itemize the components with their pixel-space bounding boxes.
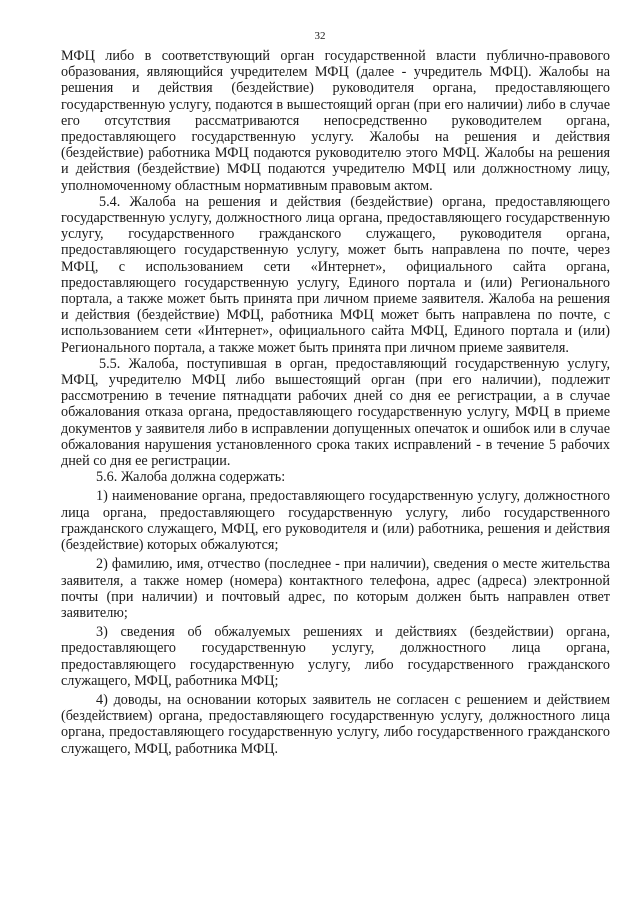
list-item-2: 2) фамилию, имя, отчество (последнее - при наличии), сведения о месте жительства заявителя, а также номер (номера) контактного телефона, адрес (адреса) электронной почты (при наличии) и почтовый адрес, по которым должен быть направлен ответ заявителю; bbox=[61, 556, 610, 621]
list-item-3: 3) сведения об обжалуемых решениях и действиях (бездействии) органа, предоставляющего государственную услугу, должностного лица органа, предоставляющего государственную услугу, либо государственного гражданского служащего, МФЦ, работника МФЦ; bbox=[61, 624, 610, 689]
list-item-1: 1) наименование органа, предоставляющего государственную услугу, должностного лица органа, предоставляющего государственную услугу, либо государственного гражданского служащего, МФЦ, его руководителя и (или) работника, решения и действия (бездействие) которых обжалуются; bbox=[61, 488, 610, 554]
list-item-4: 4) доводы, на основании которых заявитель не согласен с решением и действием (бездействием) органа, предоставляющего государственную услугу, должностного лица органа, предоставляющего государственную услугу, либо государственного гражданского служащего, МФЦ, работника МФЦ. bbox=[61, 691, 610, 757]
page-number: 32 bbox=[314, 30, 326, 42]
paragraph-5-6: 5.6. Жалоба должна содержать: bbox=[96, 469, 286, 486]
paragraph-continuation: МФЦ либо в соответствующий орган государственной власти публично-правового образования, являющийся учредителем МФЦ (далее - учредитель МФЦ). Жалобы на решения и действия (бездействие) руководителя органа, предоставляющего государственную услугу, подаются в вышестоящий орган (при его наличии) либо в случае его отсутствия рассматриваются непосредственно руководителем органа, предоставляющего государственную услугу. Жалобы на решения и действия (бездействие) работника МФЦ подаются руководителю этого МФЦ. Жалобы на решения и действия (бездействие) МФЦ подаются учредителю МФЦ или должностному лицу, уполномоченному областным нормативным правовым актом. bbox=[61, 48, 610, 194]
paragraph-5-5: 5.5. Жалоба, поступившая в орган, предоставляющий государственную услугу, МФЦ, учредителю МФЦ либо вышестоящий орган (при его наличии), подлежит рассмотрению в течение пятнадцати рабочих дней со дня ее регистрации, а в случае обжалования отказа органа, предоставляющего государственную услугу, МФЦ в приеме документов у заявителя либо в исправлении допущенных опечаток и ошибок или в случае обжалования нарушения установленного срока таких исправлений - в течение 5 рабочих дней со дня ее регистрации. bbox=[61, 355, 610, 470]
document-body bbox=[61, 48, 610, 757]
paragraph-5-4: 5.4. Жалоба на решения и действия (бездействие) органа, предоставляющего государственную услугу, должностного лица органа, предоставляющего государственную услугу, государственного гражданского служащего, руководителя органа, предоставляющего государственную услугу, может быть направлена по почте, через МФЦ, с использованием сети «Интернет», официального сайта органа, предоставляющего государственную услугу, Единого портала и (или) Регионального портала, а также может быть принята при личном приеме заявителя. Жалоба на решения и действия (бездействие) МФЦ, работника МФЦ может быть направлена по почте, с использованием сети «Интернет», официального сайта МФЦ, Единого портала и (или) Регионального портала, а также может быть принята при личном приеме заявителя. bbox=[61, 193, 610, 356]
